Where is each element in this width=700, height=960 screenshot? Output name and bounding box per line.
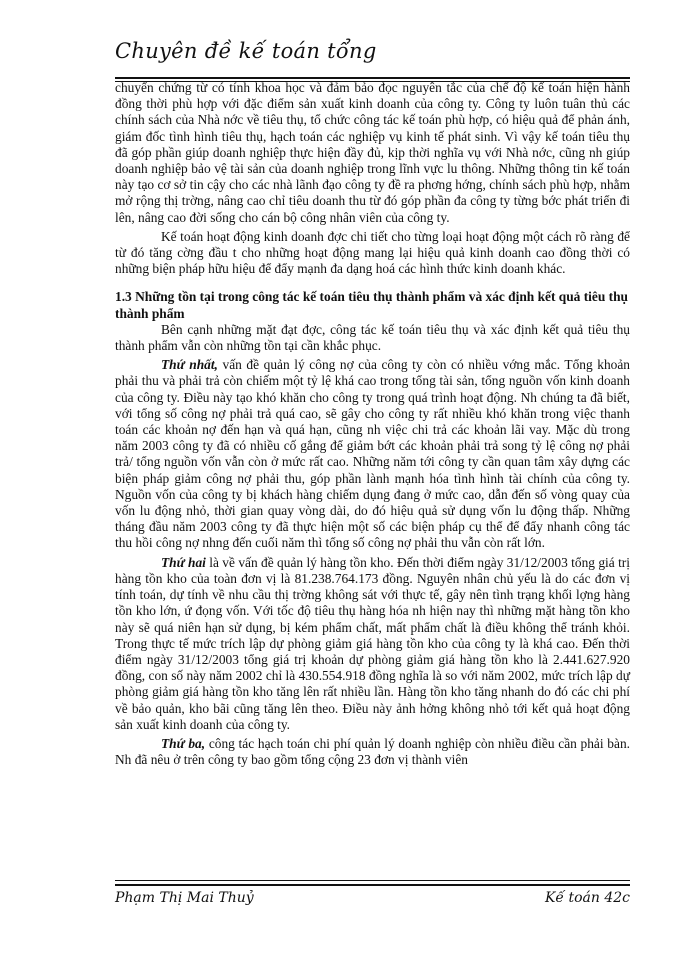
footer-rule-thin xyxy=(115,880,630,881)
header-title: Chuyên đề kế toán tổng xyxy=(115,39,377,63)
issue-text-1: vấn đề quản lý công nợ của công ty còn có nhiều vớng mắc. Tổng khoản phải thu và phải trả còn chiếm một tỷ lệ khá cao trong tổng tài sản, tổng nguồn vốn kinh doanh của công ty. Điều này tạo khó khăn cho công ty trong quá trình hoạt động. Nh chúng ta đã biết, với tổng số công nợ phải trả quá cao, sẽ gây cho công ty rất nhiều khó khăn trong việc thanh toán các khoản nợ đến hạn và quá hạn, cũng nh việc chi trả các khoản lãi vay. Mặc dù trong năm 2003 công ty đã có nhiều cố gắng để giảm bớt các khoản phải trả song tỷ lệ công nợ phải trả/ tổng nguồn vốn vẫn còn ở mức rất cao. Những năm tới công ty cần quan tâm xây dựng các biện pháp giảm công nợ phải thu, góp phần lành mạnh hóa tình hình tài chính của công ty. Nguồn vốn của công ty bị khách hàng chiếm dụng đang ở mức cao, dẫn đến số vòng quay của vốn lu động nhỏ, thời gian quay vòng dài, do đó hiệu quả sử dụng vốn lu động thấp. Những tháng đầu năm 2003 công ty đã thực hiện một số các biện pháp cụ thể để đẩy nhanh công tác thu hồi công nợ nhng đến cuối năm thì tổng số công nợ phải thu vẫn còn rất lớn. xyxy=(115,357,630,551)
footer-rule-thick xyxy=(115,884,630,886)
footer-class-label: Kế toán 42c xyxy=(544,890,630,906)
body-paragraph-1: chuyển chứng từ có tính khoa học và đảm bảo đọc nguyên tắc của chế độ kế toán hiện hành đồng thời phù hợp với đặc điểm sản xuất kinh doanh của công ty. Công ty luôn tuân thủ các chính sách của Nhà nớc về tiêu thụ, tổ chức công tác kế toán phù hợp, có hiệu quả để phản ánh, giám đốc tình hình tiêu thụ, hạch toán các nghiệp vụ kinh tế phát sinh. Vì vậy kế toán tiêu thụ đã góp phần giúp doanh nghiệp thực hiện đầy đủ, kịp thời nghĩa vụ với Nhà nớc, cũng nh giúp doanh nghiệp bảo vệ tài sản của doanh nghiệp trong lĩnh vực lu thông. Những thông tin kế toán này tạo cơ sở tin cậy cho các nhà lãnh đạo công ty đề ra phơng hớng, chính sách phù hợp, nhằm mở rộng thị trờng, nâng cao chỉ tiêu doanh thu từ đó góp phần đa công ty từng bớc phát triển đi lên, nâng cao đời sống cho cán bộ công nhân viên của công ty. xyxy=(115,80,630,225)
issue-lead-3: Thứ ba, xyxy=(161,735,206,751)
page-header xyxy=(115,30,630,76)
body-paragraph-2: Kế toán hoạt động kinh doanh đợc chi tiết cho từng loại hoạt động một cách rõ ràng để từ đó tăng cờng đầu t cho những hoạt động mang lại hiệu quả kinh doanh cao đồng thời có những biện pháp hữu hiệu để đẩy mạnh đa dạng hoá các hình thức kinh doanh khác. xyxy=(115,228,630,277)
document-body xyxy=(115,80,630,768)
section-heading: 1.3 Những tồn tại trong công tác kế toán tiêu thụ thành phẩm và xác định kết quả tiêu thụ thành phẩm xyxy=(115,289,628,321)
footer-author: Phạm Thị Mai Thuỷ xyxy=(115,890,254,906)
issue-lead-1: Thứ nhất, xyxy=(161,357,218,373)
issue-lead-2: Thứ hai xyxy=(161,554,206,570)
issue-paragraph-2 xyxy=(115,555,630,733)
issue-text-2: là về vấn đề quản lý hàng tồn kho. Đến thời điểm ngày 31/12/2003 tổng giá trị hàng tồn kho của toàn đơn vị là 81.238.764.173 đồng. Nguyên nhân chủ yếu là do các đơn vị tính toán, dự tính về nhu cầu thị trờng không sát với thực tế, gây nên tình trạng khối lợng hàng tồn kho lớn, ứ đọng vốn. Với tốc độ tiêu thụ hàng hóa nh hiện nay thì những mặt hàng tồn kho này sẽ quá niên hạn sử dụng, bị kém phẩm chất, mất phẩm chất là điều không thể tránh khỏi. Trong thực tế mức trích lập dự phòng giảm giá hàng tồn kho của công ty là khá cao. Đến thời điểm ngày 31/12/2003 tổng giá trị khoản dự phòng giảm giá hàng tồn kho là 2.441.627.920 đồng, con số này năm 2002 chỉ là 430.554.918 đồng nghĩa là so với năm 2002, mức trích lập dự phòng giảm giá hàng tồn kho tăng lên rất nhiều lần. Hàng tồn kho tăng nhanh do đó các chi phí về bảo quản, kho bãi cũng tăng lên theo. Điều này ảnh hởng không nhỏ tới kết quả hoạt động sản xuất kinh doanh của công ty. xyxy=(115,554,630,732)
issue-paragraph-1 xyxy=(115,357,630,551)
issue-paragraph-3 xyxy=(115,736,630,768)
page-footer xyxy=(115,888,630,914)
issue-text-3: công tác hạch toán chi phí quản lý doanh nghiệp còn nhiều điều cần phải bàn. Nh đã nêu ở trên công ty bao gồm tổng cộng 23 đơn vị thành viên xyxy=(115,735,630,768)
section-intro: Bên cạnh những mặt đạt đợc, công tác kế toán tiêu thụ và xác định kết quả tiêu thụ thành phẩm vẫn còn những tồn tại cần khắc phục. xyxy=(115,321,630,354)
header-rule-thick xyxy=(115,77,630,79)
